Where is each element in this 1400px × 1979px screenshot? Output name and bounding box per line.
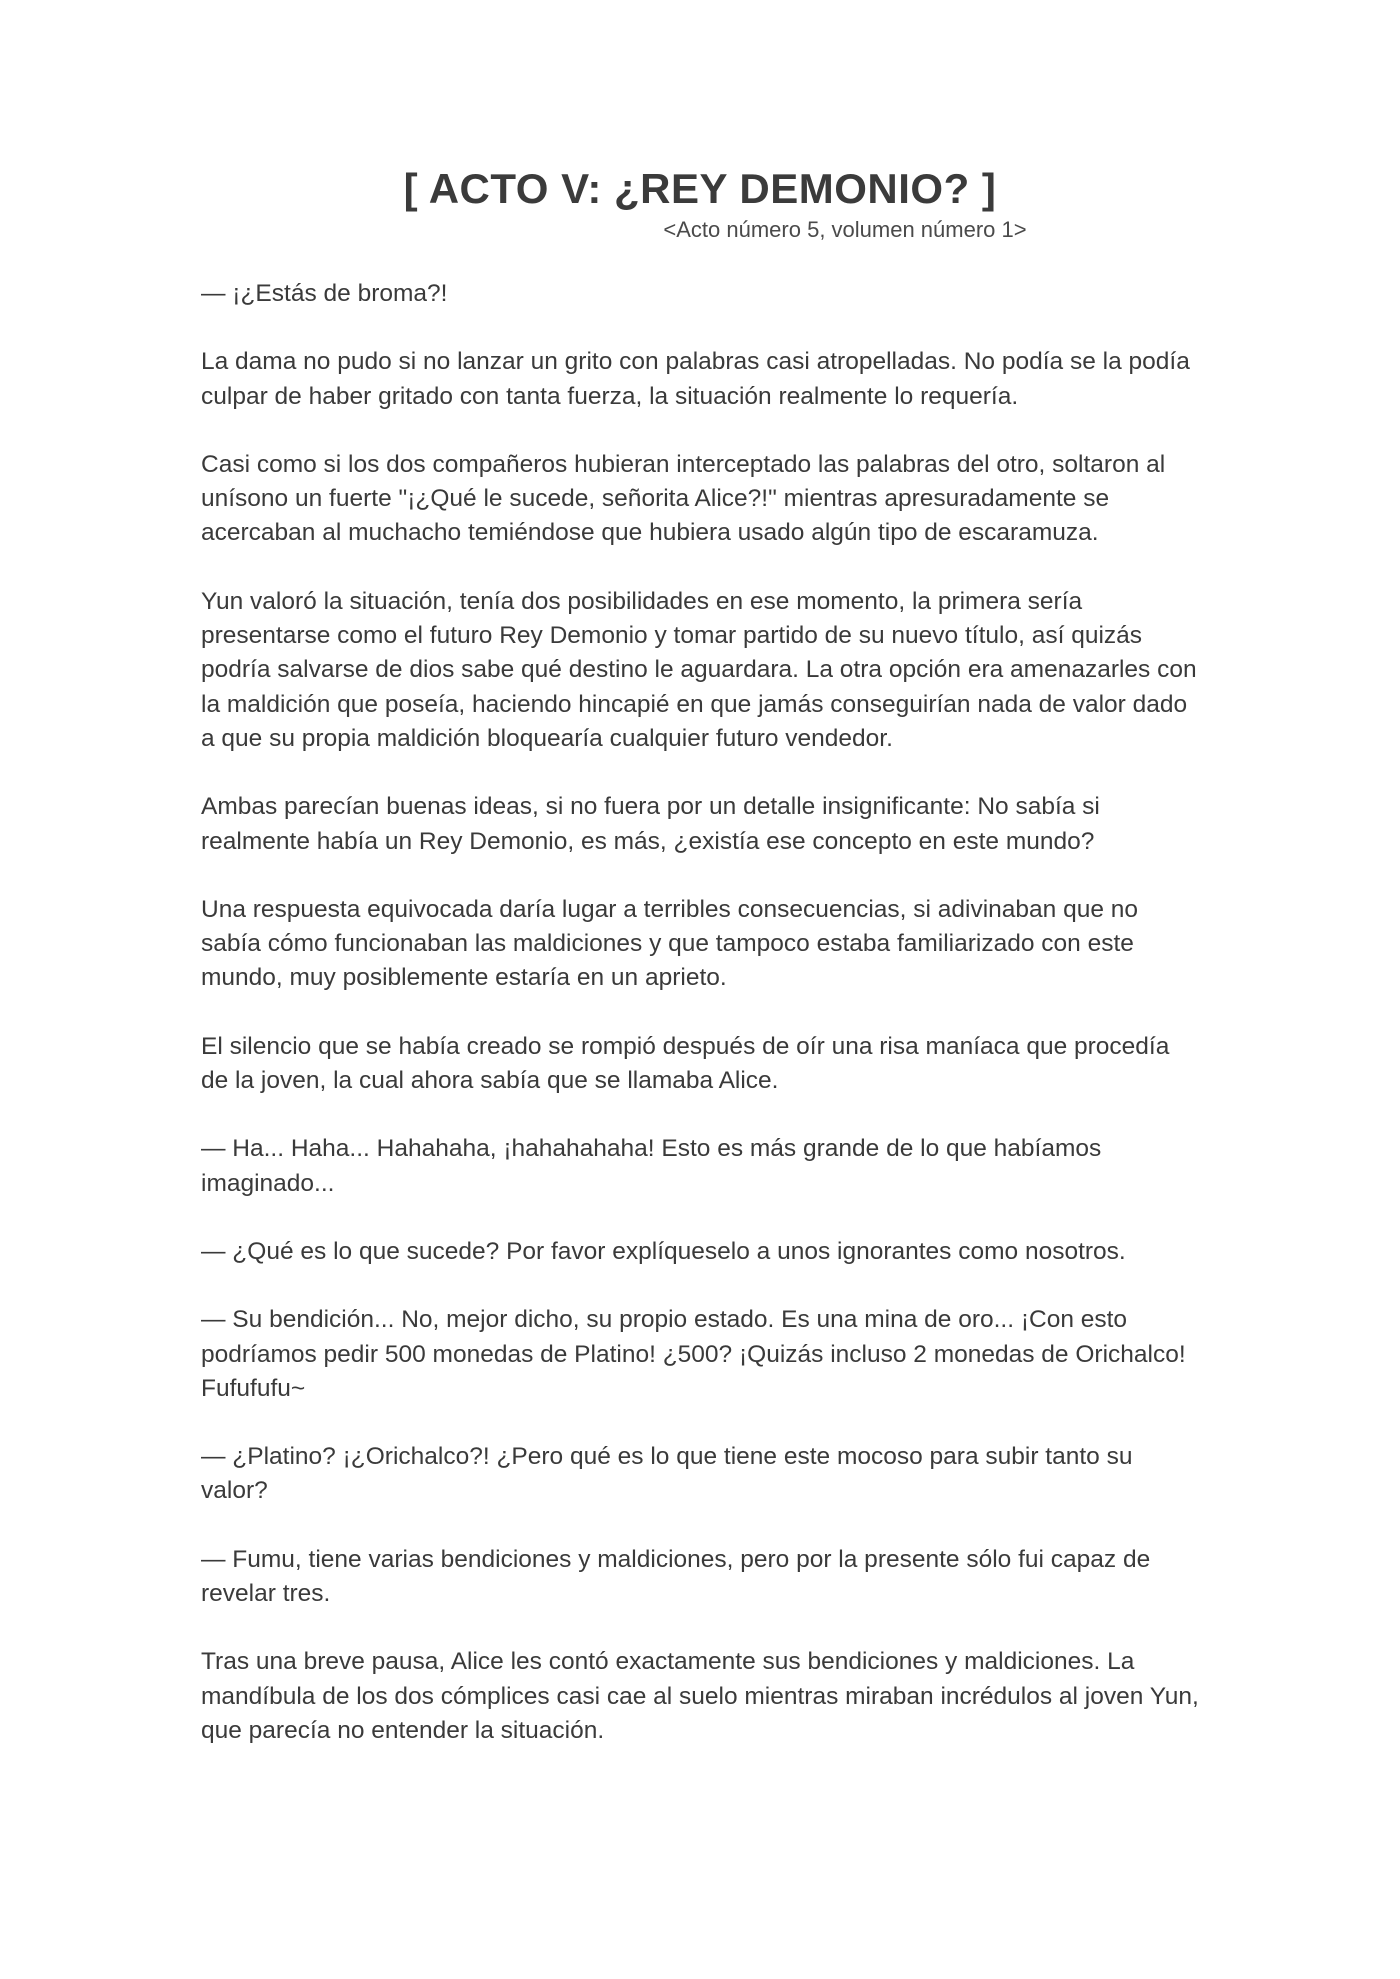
paragraph: — Su bendición... No, mejor dicho, su propio estado. Es una mina de oro... ¡Con esto podríamos pedir 500 monedas de Platino! ¿500? ¡Quizás incluso 2 monedas de Orichalco! Fufufufu~ — [201, 1306, 1186, 1402]
paragraph: Una respuesta equivocada daría lugar a terribles consecuencias, si adivinaban que no sabía cómo funcionaban las maldiciones y que tampoco estaba familiarizado con este mundo, muy posiblemente estaría en un aprieto. — [201, 895, 1139, 992]
chapter-subtitle-text: <Acto número 5, volumen número 1> — [663, 217, 1027, 242]
paragraph: — Fumu, tiene varias bendiciones y maldiciones, pero por la presente sólo fui capaz de revelar tres. — [201, 1545, 1151, 1608]
chapter-subtitle — [0, 217, 1400, 243]
paragraph: Tras una breve pausa, Alice les contó exactamente sus bendiciones y maldiciones. La mandíbula de los dos cómplices casi cae al suelo mientras miraban incrédulos al joven Yun, que parecía no entender la situación. — [201, 1648, 1199, 1744]
chapter-title: [ ACTO V: ¿REY DEMONIO? ] — [403, 165, 997, 212]
paragraph: — ¿Platino? ¡¿Orichalco?! ¿Pero qué es lo que tiene este mocoso para subir tanto su valor? — [201, 1443, 1133, 1505]
paragraph: — ¡¿Estás de broma?! — [201, 280, 448, 307]
chapter-body — [201, 277, 1201, 1782]
paragraph: — Ha... Haha... Hahahaha, ¡hahahahaha! Esto es más grande de lo que habíamos imaginado... — [201, 1135, 1102, 1197]
paragraph: El silencio que se había creado se rompió después de oír una risa maníaca que procedía de la joven, la cual ahora sabía que se llamaba Alice. — [201, 1032, 1170, 1095]
paragraph: Ambas parecían buenas ideas, si no fuera por un detalle insignificante: No sabía si realmente había un Rey Demonio, es más, ¿existía ese concepto en este mundo? — [201, 793, 1100, 855]
paragraph: La dama no pudo si no lanzar un grito con palabras casi atropelladas. No podía se la podía culpar de haber gritado con tanta fuerza, la situación realmente lo requería. — [201, 348, 1190, 410]
paragraph: Yun valoró la situación, tenía dos posibilidades en ese momento, la primera sería presentarse como el futuro Rey Demonio y tomar partido de su nuevo título, así quizás podría salvarse de dios sabe qué destino le aguardara. La otra opción era amenazarles con la maldición que poseía, haciendo hincapié en que jamás conseguirían nada de valor dado a que su propia maldición bloquearía cualquier futuro vendedor. — [201, 587, 1197, 752]
paragraph: — ¿Qué es lo que sucede? Por favor explíqueselo a unos ignorantes como nosotros. — [201, 1237, 1126, 1265]
paragraph: Casi como si los dos compañeros hubieran interceptado las palabras del otro, soltaron al unísono un fuerte "¡¿Qué le sucede, señorita Alice?!" mientras apresuradamente se acercaban al muchacho temiéndose que hubiera usado algún tipo de escaramuza. — [201, 450, 1166, 547]
